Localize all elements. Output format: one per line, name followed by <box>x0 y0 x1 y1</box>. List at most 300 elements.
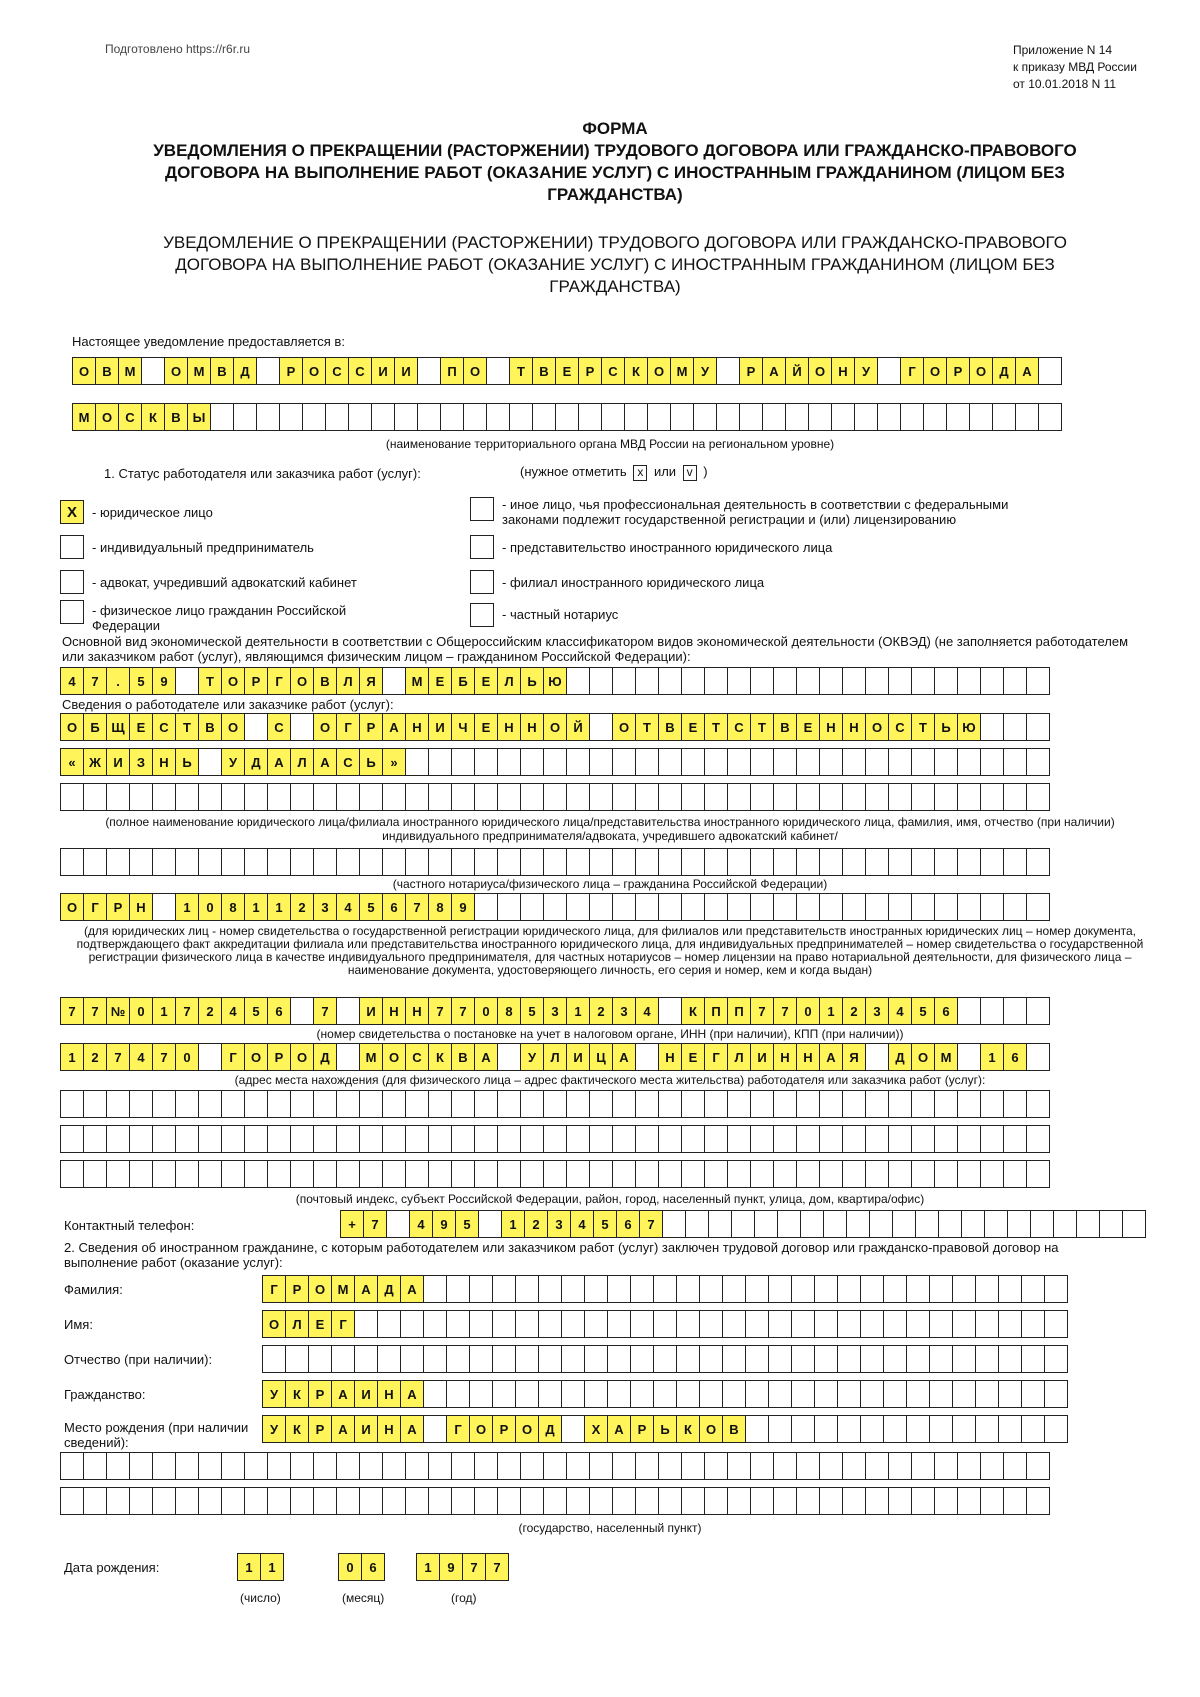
grid-cell[interactable] <box>405 1452 429 1480</box>
grid-cell[interactable] <box>423 1380 447 1408</box>
okved-grid[interactable] <box>60 667 1049 695</box>
grid-cell[interactable]: « <box>60 748 84 776</box>
grid-cell[interactable] <box>400 1310 424 1338</box>
grid-cell[interactable]: А <box>400 1275 424 1303</box>
grid-cell[interactable]: В <box>210 357 234 385</box>
grid-cell[interactable] <box>980 783 1004 811</box>
grid-cell[interactable] <box>405 1487 429 1515</box>
grid-cell[interactable] <box>952 1380 976 1408</box>
grid-cell[interactable]: К <box>285 1415 309 1443</box>
grid-cell[interactable] <box>865 1090 889 1118</box>
grid-cell[interactable] <box>405 1090 429 1118</box>
grid-cell[interactable] <box>750 893 774 921</box>
grid-cell[interactable] <box>198 1160 222 1188</box>
grid-cell[interactable]: Г <box>83 893 107 921</box>
grid-cell[interactable]: 1 <box>267 893 291 921</box>
grid-cell[interactable]: 3 <box>547 1210 571 1238</box>
grid-cell[interactable] <box>60 1125 84 1153</box>
grid-cell[interactable] <box>980 848 1004 876</box>
grid-cell[interactable] <box>198 1043 222 1071</box>
grid-cell[interactable] <box>704 848 728 876</box>
birthplace-grid-row3[interactable] <box>60 1487 1049 1515</box>
grid-cell[interactable]: 9 <box>451 893 475 921</box>
grid-cell[interactable]: О <box>469 1415 493 1443</box>
grid-cell[interactable] <box>681 1452 705 1480</box>
grid-cell[interactable]: Р <box>739 357 763 385</box>
grid-cell[interactable] <box>773 1125 797 1153</box>
grid-cell[interactable] <box>791 1345 815 1373</box>
grid-cell[interactable]: Т <box>911 713 935 741</box>
grid-cell[interactable] <box>497 893 521 921</box>
grid-cell[interactable] <box>906 1415 930 1443</box>
grid-cell[interactable] <box>141 357 165 385</box>
grid-cell[interactable] <box>478 1210 502 1238</box>
grid-cell[interactable] <box>658 848 682 876</box>
grid-cell[interactable] <box>244 783 268 811</box>
grid-cell[interactable] <box>244 1452 268 1480</box>
grid-cell[interactable] <box>538 1345 562 1373</box>
grid-cell[interactable] <box>1021 1310 1045 1338</box>
grid-cell[interactable]: О <box>865 713 889 741</box>
grid-cell[interactable] <box>888 1487 912 1515</box>
grid-cell[interactable]: У <box>520 1043 544 1071</box>
grid-cell[interactable] <box>152 1090 176 1118</box>
grid-cell[interactable] <box>474 848 498 876</box>
grid-cell[interactable] <box>1026 893 1050 921</box>
grid-cell[interactable] <box>1030 1210 1054 1238</box>
grid-cell[interactable] <box>423 1345 447 1373</box>
patronymic-grid[interactable] <box>262 1345 1067 1373</box>
grid-cell[interactable] <box>911 783 935 811</box>
grid-cell[interactable] <box>773 893 797 921</box>
grid-cell[interactable]: В <box>164 403 188 431</box>
grid-cell[interactable] <box>589 713 613 741</box>
grid-cell[interactable] <box>1026 1452 1050 1480</box>
grid-cell[interactable] <box>911 848 935 876</box>
grid-cell[interactable] <box>716 357 740 385</box>
grid-cell[interactable]: Н <box>129 893 153 921</box>
grid-cell[interactable] <box>543 1487 567 1515</box>
grid-cell[interactable] <box>819 783 843 811</box>
grid-cell[interactable]: Н <box>497 713 521 741</box>
grid-cell[interactable] <box>152 848 176 876</box>
grid-cell[interactable] <box>290 1125 314 1153</box>
grid-cell[interactable]: Б <box>83 713 107 741</box>
grid-cell[interactable] <box>934 1487 958 1515</box>
grid-cell[interactable] <box>198 783 222 811</box>
grid-cell[interactable] <box>267 1160 291 1188</box>
grid-cell[interactable]: 6 <box>1003 1043 1027 1071</box>
grid-cell[interactable] <box>313 1160 337 1188</box>
grid-cell[interactable] <box>768 1415 792 1443</box>
grid-cell[interactable] <box>607 1380 631 1408</box>
grid-cell[interactable] <box>658 783 682 811</box>
grid-cell[interactable] <box>198 1125 222 1153</box>
grid-cell[interactable] <box>313 1487 337 1515</box>
grid-cell[interactable] <box>497 783 521 811</box>
grid-cell[interactable] <box>854 403 878 431</box>
grid-cell[interactable]: Е <box>428 667 452 695</box>
grid-cell[interactable] <box>290 1090 314 1118</box>
grid-cell[interactable]: 3 <box>313 893 337 921</box>
grid-cell[interactable]: Ь <box>653 1415 677 1443</box>
grid-cell[interactable]: О <box>221 713 245 741</box>
grid-cell[interactable]: С <box>325 357 349 385</box>
grid-cell[interactable] <box>290 1452 314 1480</box>
grid-cell[interactable] <box>423 1275 447 1303</box>
grid-cell[interactable] <box>538 1380 562 1408</box>
grid-cell[interactable]: № <box>106 997 130 1025</box>
grid-cell[interactable] <box>497 848 521 876</box>
grid-cell[interactable] <box>676 1275 700 1303</box>
address-grid-row3[interactable] <box>60 1125 1049 1153</box>
grid-cell[interactable] <box>589 848 613 876</box>
grid-cell[interactable] <box>980 1125 1004 1153</box>
grid-cell[interactable] <box>463 403 487 431</box>
grid-cell[interactable] <box>934 1452 958 1480</box>
grid-cell[interactable] <box>267 848 291 876</box>
grid-cell[interactable]: + <box>340 1210 364 1238</box>
grid-cell[interactable] <box>520 893 544 921</box>
grid-cell[interactable]: 7 <box>363 1210 387 1238</box>
grid-cell[interactable] <box>451 748 475 776</box>
grid-cell[interactable] <box>791 1310 815 1338</box>
grid-cell[interactable] <box>952 1310 976 1338</box>
grid-cell[interactable]: 7 <box>313 997 337 1025</box>
grid-cell[interactable] <box>750 1090 774 1118</box>
grid-cell[interactable]: О <box>969 357 993 385</box>
grid-cell[interactable] <box>727 1090 751 1118</box>
grid-cell[interactable]: Ю <box>957 713 981 741</box>
grid-cell[interactable] <box>497 1043 521 1071</box>
grid-cell[interactable]: 7 <box>83 997 107 1025</box>
grid-cell[interactable] <box>727 667 751 695</box>
grid-cell[interactable]: С <box>405 1043 429 1071</box>
grid-cell[interactable] <box>1003 667 1027 695</box>
grid-cell[interactable] <box>336 1043 360 1071</box>
grid-cell[interactable]: О <box>313 713 337 741</box>
grid-cell[interactable]: Л <box>290 748 314 776</box>
grid-cell[interactable] <box>1026 1090 1050 1118</box>
grid-cell[interactable]: 9 <box>152 667 176 695</box>
grid-cell[interactable] <box>823 1210 847 1238</box>
grid-cell[interactable] <box>607 1310 631 1338</box>
grid-cell[interactable]: И <box>394 357 418 385</box>
grid-cell[interactable] <box>1015 403 1039 431</box>
grid-cell[interactable]: 5 <box>359 893 383 921</box>
grid-cell[interactable]: Д <box>888 1043 912 1071</box>
grid-cell[interactable] <box>1044 1415 1068 1443</box>
grid-cell[interactable] <box>589 783 613 811</box>
grid-cell[interactable]: А <box>607 1415 631 1443</box>
grid-cell[interactable] <box>653 1380 677 1408</box>
grid-cell[interactable]: 0 <box>338 1553 362 1581</box>
grid-cell[interactable] <box>336 997 360 1025</box>
grid-cell[interactable] <box>221 1090 245 1118</box>
grid-cell[interactable] <box>653 1310 677 1338</box>
grid-cell[interactable] <box>704 748 728 776</box>
grid-cell[interactable]: Б <box>451 667 475 695</box>
grid-cell[interactable]: 4 <box>888 997 912 1025</box>
grid-cell[interactable] <box>394 403 418 431</box>
grid-cell[interactable]: О <box>308 1275 332 1303</box>
grid-cell[interactable] <box>934 848 958 876</box>
grid-cell[interactable] <box>865 1043 889 1071</box>
grid-cell[interactable]: С <box>348 357 372 385</box>
grid-cell[interactable] <box>681 783 705 811</box>
grid-cell[interactable] <box>814 1345 838 1373</box>
grid-cell[interactable] <box>520 1160 544 1188</box>
grid-cell[interactable]: П <box>440 357 464 385</box>
grid-cell[interactable] <box>244 1487 268 1515</box>
grid-cell[interactable] <box>1044 1380 1068 1408</box>
grid-cell[interactable] <box>800 1210 824 1238</box>
grid-cell[interactable] <box>405 1125 429 1153</box>
grid-cell[interactable] <box>221 1160 245 1188</box>
grid-cell[interactable] <box>60 1487 84 1515</box>
status-checkbox-representative-office[interactable] <box>470 535 494 559</box>
grid-cell[interactable] <box>106 1487 130 1515</box>
grid-cell[interactable]: 7 <box>428 997 452 1025</box>
grid-cell[interactable] <box>768 1275 792 1303</box>
grid-cell[interactable]: 2 <box>524 1210 548 1238</box>
grid-cell[interactable]: А <box>1015 357 1039 385</box>
grid-cell[interactable] <box>106 783 130 811</box>
grid-cell[interactable] <box>998 1275 1022 1303</box>
ogrn-grid[interactable] <box>60 893 1049 921</box>
grid-cell[interactable]: И <box>566 1043 590 1071</box>
grid-cell[interactable] <box>152 893 176 921</box>
grid-cell[interactable] <box>469 1275 493 1303</box>
grid-cell[interactable]: В <box>773 713 797 741</box>
grid-cell[interactable]: О <box>164 357 188 385</box>
grid-cell[interactable]: Д <box>244 748 268 776</box>
grid-cell[interactable]: Р <box>106 893 130 921</box>
grid-cell[interactable]: Й <box>566 713 590 741</box>
grid-cell[interactable] <box>1003 748 1027 776</box>
grid-cell[interactable] <box>842 1452 866 1480</box>
grid-cell[interactable] <box>704 667 728 695</box>
grid-cell[interactable] <box>440 403 464 431</box>
grid-cell[interactable] <box>635 848 659 876</box>
grid-cell[interactable] <box>474 1487 498 1515</box>
grid-cell[interactable] <box>175 1487 199 1515</box>
grid-cell[interactable] <box>888 893 912 921</box>
grid-cell[interactable] <box>635 667 659 695</box>
grid-cell[interactable] <box>837 1345 861 1373</box>
grid-cell[interactable] <box>888 783 912 811</box>
grid-cell[interactable]: 3 <box>543 997 567 1025</box>
grid-cell[interactable] <box>957 1090 981 1118</box>
grid-cell[interactable] <box>1003 893 1027 921</box>
grid-cell[interactable] <box>975 1415 999 1443</box>
grid-cell[interactable] <box>469 1380 493 1408</box>
birth-day-grid[interactable] <box>237 1553 283 1581</box>
employer-grid-row4[interactable] <box>60 848 1049 876</box>
grid-cell[interactable] <box>957 893 981 921</box>
grid-cell[interactable] <box>1026 1160 1050 1188</box>
grid-cell[interactable] <box>842 783 866 811</box>
grid-cell[interactable] <box>1021 1275 1045 1303</box>
grid-cell[interactable] <box>313 1090 337 1118</box>
grid-cell[interactable]: 7 <box>462 1553 486 1581</box>
grid-cell[interactable]: Т <box>509 357 533 385</box>
grid-cell[interactable]: Т <box>750 713 774 741</box>
grid-cell[interactable] <box>474 1160 498 1188</box>
grid-cell[interactable] <box>60 1452 84 1480</box>
grid-cell[interactable] <box>819 1452 843 1480</box>
grid-cell[interactable] <box>566 667 590 695</box>
grid-cell[interactable] <box>727 848 751 876</box>
grid-cell[interactable] <box>975 1310 999 1338</box>
grid-cell[interactable] <box>819 667 843 695</box>
grid-cell[interactable] <box>267 1487 291 1515</box>
grid-cell[interactable]: 2 <box>198 997 222 1025</box>
grid-cell[interactable] <box>451 1487 475 1515</box>
grid-cell[interactable] <box>975 1345 999 1373</box>
grid-cell[interactable] <box>210 403 234 431</box>
grid-cell[interactable]: У <box>693 357 717 385</box>
grid-cell[interactable]: 7 <box>773 997 797 1025</box>
grid-cell[interactable] <box>221 1487 245 1515</box>
grid-cell[interactable] <box>428 1452 452 1480</box>
grid-cell[interactable] <box>911 1090 935 1118</box>
grid-cell[interactable] <box>906 1380 930 1408</box>
grid-cell[interactable] <box>980 1452 1004 1480</box>
grid-cell[interactable]: 5 <box>911 997 935 1025</box>
grid-cell[interactable] <box>796 1125 820 1153</box>
grid-cell[interactable] <box>1007 1210 1031 1238</box>
grid-cell[interactable] <box>175 848 199 876</box>
grid-cell[interactable]: Ь <box>359 748 383 776</box>
grid-cell[interactable]: К <box>681 997 705 1025</box>
grid-cell[interactable] <box>451 1125 475 1153</box>
grid-cell[interactable] <box>129 848 153 876</box>
grid-cell[interactable] <box>938 1210 962 1238</box>
employer-grid-row2[interactable] <box>60 748 1049 776</box>
grid-cell[interactable]: » <box>382 748 406 776</box>
grid-cell[interactable]: 2 <box>589 997 613 1025</box>
grid-cell[interactable] <box>814 1415 838 1443</box>
grid-cell[interactable]: Т <box>704 713 728 741</box>
grid-cell[interactable] <box>566 848 590 876</box>
grid-cell[interactable] <box>934 893 958 921</box>
grid-cell[interactable]: Р <box>492 1415 516 1443</box>
grid-cell[interactable] <box>520 848 544 876</box>
surname-grid[interactable] <box>262 1275 1067 1303</box>
grid-cell[interactable] <box>106 1452 130 1480</box>
grid-cell[interactable]: 4 <box>129 1043 153 1071</box>
grid-cell[interactable] <box>975 1275 999 1303</box>
grid-cell[interactable] <box>497 1090 521 1118</box>
grid-cell[interactable] <box>1003 1487 1027 1515</box>
grid-cell[interactable] <box>716 403 740 431</box>
grid-cell[interactable] <box>198 1452 222 1480</box>
grid-cell[interactable] <box>244 1125 268 1153</box>
grid-cell[interactable] <box>704 1090 728 1118</box>
grid-cell[interactable] <box>727 1160 751 1188</box>
grid-cell[interactable] <box>819 748 843 776</box>
grid-cell[interactable] <box>1003 713 1027 741</box>
grid-cell[interactable]: А <box>354 1275 378 1303</box>
grid-cell[interactable]: И <box>354 1380 378 1408</box>
grid-cell[interactable] <box>509 403 533 431</box>
grid-cell[interactable] <box>233 403 257 431</box>
citizenship-grid[interactable] <box>262 1380 1067 1408</box>
grid-cell[interactable] <box>152 1487 176 1515</box>
grid-cell[interactable] <box>635 1487 659 1515</box>
grid-cell[interactable] <box>566 893 590 921</box>
grid-cell[interactable] <box>1044 1345 1068 1373</box>
grid-cell[interactable]: М <box>118 357 142 385</box>
grid-cell[interactable]: А <box>313 748 337 776</box>
grid-cell[interactable]: 5 <box>520 997 544 1025</box>
grid-cell[interactable] <box>1026 848 1050 876</box>
grid-cell[interactable] <box>566 1090 590 1118</box>
grid-cell[interactable] <box>681 748 705 776</box>
grid-cell[interactable] <box>934 783 958 811</box>
grid-cell[interactable] <box>796 1487 820 1515</box>
grid-cell[interactable] <box>451 1160 475 1188</box>
grid-cell[interactable]: 8 <box>221 893 245 921</box>
grid-cell[interactable]: 6 <box>267 997 291 1025</box>
grid-cell[interactable]: А <box>331 1415 355 1443</box>
grid-cell[interactable] <box>865 1487 889 1515</box>
grid-cell[interactable] <box>796 893 820 921</box>
grid-cell[interactable] <box>354 1345 378 1373</box>
grid-cell[interactable]: Н <box>842 713 866 741</box>
grid-cell[interactable] <box>589 667 613 695</box>
grid-cell[interactable] <box>520 783 544 811</box>
grid-cell[interactable]: О <box>290 1043 314 1071</box>
status-checkbox-lawyer[interactable] <box>60 570 84 594</box>
grid-cell[interactable] <box>543 1125 567 1153</box>
grid-cell[interactable]: Н <box>831 357 855 385</box>
grid-cell[interactable] <box>773 1160 797 1188</box>
grid-cell[interactable] <box>980 1487 1004 1515</box>
grid-cell[interactable] <box>302 403 326 431</box>
grid-cell[interactable] <box>515 1380 539 1408</box>
grid-cell[interactable]: З <box>129 748 153 776</box>
grid-cell[interactable] <box>451 848 475 876</box>
birth-year-grid[interactable] <box>416 1553 508 1581</box>
grid-cell[interactable]: С <box>336 748 360 776</box>
grid-cell[interactable] <box>693 403 717 431</box>
grid-cell[interactable]: Д <box>233 357 257 385</box>
grid-cell[interactable]: 1 <box>60 1043 84 1071</box>
grid-cell[interactable] <box>543 1090 567 1118</box>
grid-cell[interactable] <box>819 1487 843 1515</box>
grid-cell[interactable]: 7 <box>405 893 429 921</box>
grid-cell[interactable] <box>877 357 901 385</box>
grid-cell[interactable] <box>520 748 544 776</box>
grid-cell[interactable]: 2 <box>842 997 866 1025</box>
grid-cell[interactable]: О <box>515 1415 539 1443</box>
name-grid[interactable] <box>262 1310 1067 1338</box>
grid-cell[interactable]: 1 <box>566 997 590 1025</box>
grid-cell[interactable] <box>313 1452 337 1480</box>
grid-cell[interactable] <box>865 848 889 876</box>
grid-cell[interactable] <box>290 783 314 811</box>
grid-cell[interactable] <box>923 403 947 431</box>
grid-cell[interactable] <box>814 1310 838 1338</box>
grid-cell[interactable]: Ь <box>175 748 199 776</box>
grid-cell[interactable] <box>359 1160 383 1188</box>
grid-cell[interactable] <box>708 1210 732 1238</box>
grid-cell[interactable] <box>957 1487 981 1515</box>
grid-cell[interactable] <box>584 1310 608 1338</box>
grid-cell[interactable] <box>83 848 107 876</box>
